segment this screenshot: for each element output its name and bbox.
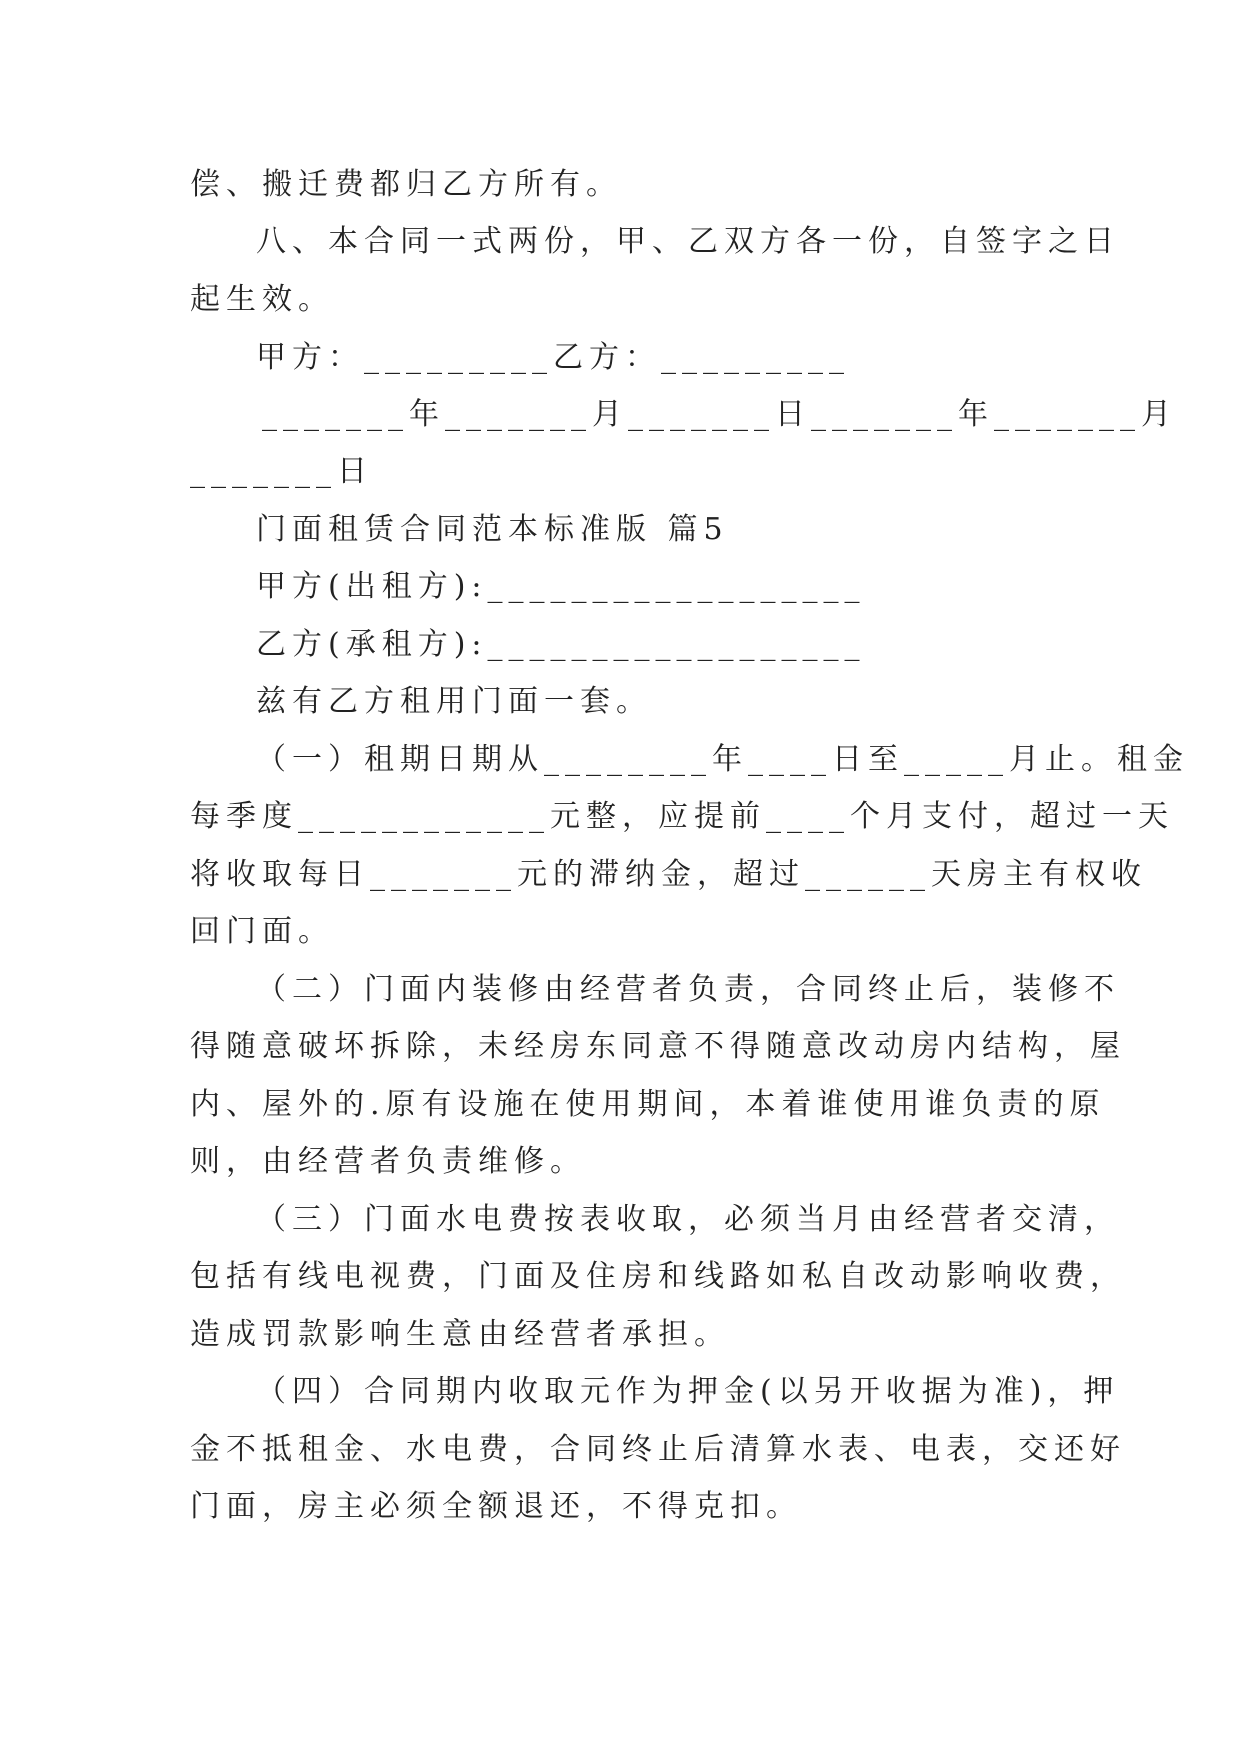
- clause-line: （二）门面内装修由经营者负责，合同终止后，装修不: [256, 972, 1120, 1007]
- party-a-line: 甲方(出租方):__________________: [256, 569, 866, 604]
- clause-line: （三）门面水电费按表收取，必须当月由经营者交清，: [256, 1202, 1120, 1237]
- text-line: 偿、搬迁费都归乙方所有。: [190, 167, 622, 202]
- clause-line: （一）租期日期从________年____日至_____月止。租金: [256, 742, 1189, 777]
- clause-line: 每季度____________元整，应提前____个月支付，超过一天: [190, 799, 1174, 834]
- signature-line: 甲方：_________乙方：_________: [256, 340, 850, 375]
- clause-line: 包括有线电视费，门面及住房和线路如私自改动影响收费，: [190, 1259, 1126, 1294]
- section-title: 门面租赁合同范本标准版 篇5: [256, 512, 729, 547]
- clause-line: 回门面。: [190, 914, 334, 949]
- text-line: 起生效。: [190, 282, 334, 317]
- clause-line: 得随意破坏拆除，未经房东同意不得随意改动房内结构，屋: [190, 1029, 1126, 1064]
- clause-line: 则，由经营者负责维修。: [190, 1144, 586, 1179]
- text-line: 兹有乙方租用门面一套。: [256, 684, 652, 719]
- clause-line: 造成罚款影响生意由经营者承担。: [190, 1317, 730, 1352]
- date-line: _______年_______月_______日_______年_______月: [262, 397, 1177, 432]
- clause-line: 门面，房主必须全额退还，不得克扣。: [190, 1489, 802, 1524]
- clause-line: 内、屋外的.原有设施在使用期间，本着谁使用谁负责的原: [190, 1087, 1106, 1122]
- party-b-line: 乙方(承租方):__________________: [256, 627, 866, 662]
- clause-line: （四）合同期内收取元作为押金(以另开收据为准)，押: [256, 1374, 1120, 1409]
- clause-line: 金不抵租金、水电费，合同终止后清算水表、电表，交还好: [190, 1432, 1126, 1467]
- text-line: 八、本合同一式两份，甲、乙双方各一份，自签字之日: [256, 224, 1120, 259]
- clause-line: 将收取每日_______元的滞纳金，超过______天房主有权收: [190, 857, 1147, 892]
- date-line: _______日: [190, 454, 373, 489]
